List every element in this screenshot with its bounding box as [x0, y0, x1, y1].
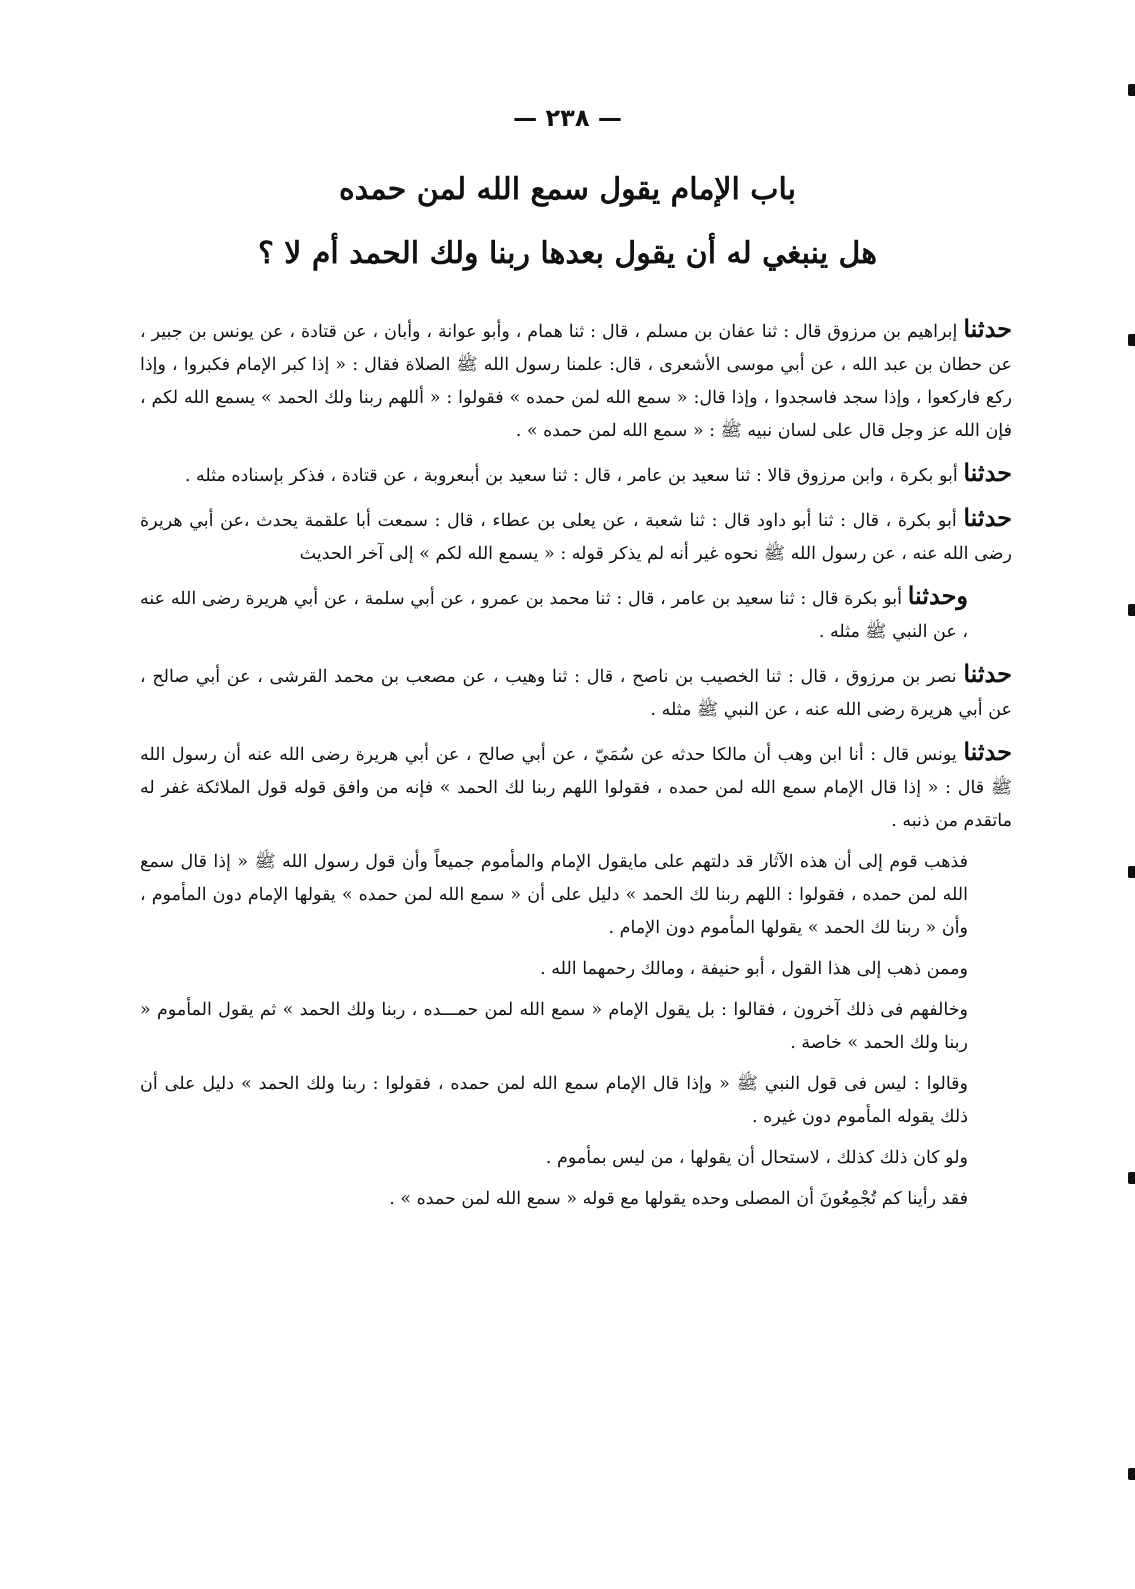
margin-mark	[1128, 866, 1135, 878]
paragraph-text: إبراهيم بن مرزوق قال : ثنا عفان بن مسلم ، قال : ثنا همام ، وأبو عوانة ، وأبان ، عن قتادة ، عن يونس بن جبير ، عن حطان بن عبد الله ، عن أبي موسى الأشعرى ، قال: علمنا رسول الله ﷺ الصلاة فقال : « إذا كبر الإمام فكبروا ، وإذا ركع فاركعوا ، وإذا سجد فاسجدوا ، وإذا قال: « سمع الله لمن حمده » فقولوا : « أللهم ربنا ولك الحمد » يسمع الله لكم ، فإن الله عز وجل قال على لسان نبيه ﷺ : « سمع الله لمن حمده » .	[140, 322, 1012, 441]
commentary-paragraph: فقد رأينا كم تُجْمِعُونَ أن المصلى وحده يقولها مع قوله « سمع الله لمن حمده » .	[389, 1189, 968, 1209]
paragraph-text: أبو بكرة ، وابن مرزوق قالا : ثنا سعيد بن عامر ، قال : ثنا سعيد بن أبىعروبة ، عن قتادة ، فذكر بإسناده مثله .	[184, 466, 958, 486]
paragraph-lead: حدثنا	[963, 659, 1012, 688]
commentary-paragraph: وممن ذهب إلى هذا القول ، أبو حنيفة ، ومالك رحمهما الله .	[540, 959, 968, 979]
hadith-paragraph	[140, 456, 1012, 493]
commentary-paragraph: وخالفهم فى ذلك آخرون ، فقالوا : بل يقول الإمام « سمع الله لمن حمـــده ، ربنا ولك الحمد » ثم يقول المأموم « ربنا ولك الحمد » خاصة .	[140, 1000, 968, 1053]
margin-mark	[1128, 84, 1135, 96]
margin-mark	[1128, 1172, 1135, 1184]
paragraph-lead: حدثنا	[963, 503, 1012, 532]
paragraph-lead: حدثنا	[963, 458, 1012, 487]
paragraph-text: أبو بكرة ، قال : ثنا أبو داود قال : ثنا شعبة ، عن يعلى بن عطاء ، قال : سمعت أبا علقمة يحدث ،عن أبي هريرة رضى الله عنه ، عن رسول الله ﷺ نحوه غير أنه لم يذكر قوله : « يسمع الله لكم » إلى آخر الحديث	[140, 511, 1012, 564]
hadith-paragraph	[140, 312, 1012, 448]
paragraph-text: يونس قال : أنا ابن وهب أن مالكا حدثه عن سُمَيّ ، عن أبي صالح ، عن أبي هريرة رضى الله عنه أن رسول الله ﷺ قال : « إذا قال الإمام سمع الله لمن حمده ، فقولوا اللهم ربنا لك الحمد » فإنه من وافق قوله قول الملائكة غفر له ماتقدم من ذنبه .	[140, 745, 1012, 831]
paragraph-lead: حدثنا	[963, 737, 1012, 766]
commentary-paragraph: ولو كان ذلك كذلك ، لاستحال أن يقولها ، من ليس بمأموم .	[545, 1148, 968, 1168]
hadith-paragraph	[140, 657, 1012, 727]
paragraph-text: نصر بن مرزوق ، قال : ثنا الخصيب بن ناصح ، قال : ثنا وهيب ، عن مصعب بن محمد القرشى ، عن أبي صالح ، عن أبي هريرة رضى الله عنه ، عن النبي ﷺ مثله .	[140, 667, 1012, 720]
paragraph-lead: وحدثنا	[907, 581, 968, 610]
chapter-subtitle: هل ينبغي له أن يقول بعدها ربنا ولك الحمد أم لا ؟	[257, 236, 878, 271]
page-number: — ٢٣٨ —	[513, 104, 622, 132]
margin-mark	[1128, 1468, 1135, 1480]
margin-mark	[1128, 334, 1135, 346]
paragraph-text: أبو بكرة قال : ثنا سعيد بن عامر ، قال : ثنا محمد بن عمرو ، عن أبي سلمة ، عن أبي هريرة رضى الله عنه ، عن النبي ﷺ مثله .	[140, 589, 968, 642]
chapter-title: باب الإمام يقول سمع الله لمن حمده	[338, 172, 797, 207]
margin-mark	[1128, 604, 1135, 616]
hadith-paragraph	[140, 735, 1012, 838]
hadith-paragraph	[140, 579, 1012, 649]
hadith-paragraph	[140, 501, 1012, 571]
document-body	[140, 312, 1012, 1224]
paragraph-lead: حدثنا	[963, 314, 1012, 343]
commentary-paragraph: وقالوا : ليس فى قول النبي ﷺ « وإذا قال الإمام سمع الله لمن حمده ، فقولوا : ربنا ولك الحمد » دليل على أن ذلك يقوله المأموم دون غيره .	[140, 1074, 968, 1127]
commentary-paragraph: فذهب قوم إلى أن هذه الآثار قد دلتهم على مايقول الإمام والمأموم جميعاً وأن قول رسول الله ﷺ « إذا قال سمع الله لمن حمده ، فقولوا : اللهم ربنا لك الحمد » دليل على أن « سمع الله لمن حمده » يقولها الإمام دون المأموم ، وأن « ربنا لك الحمد » يقولها المأموم دون الإمام .	[140, 852, 968, 938]
